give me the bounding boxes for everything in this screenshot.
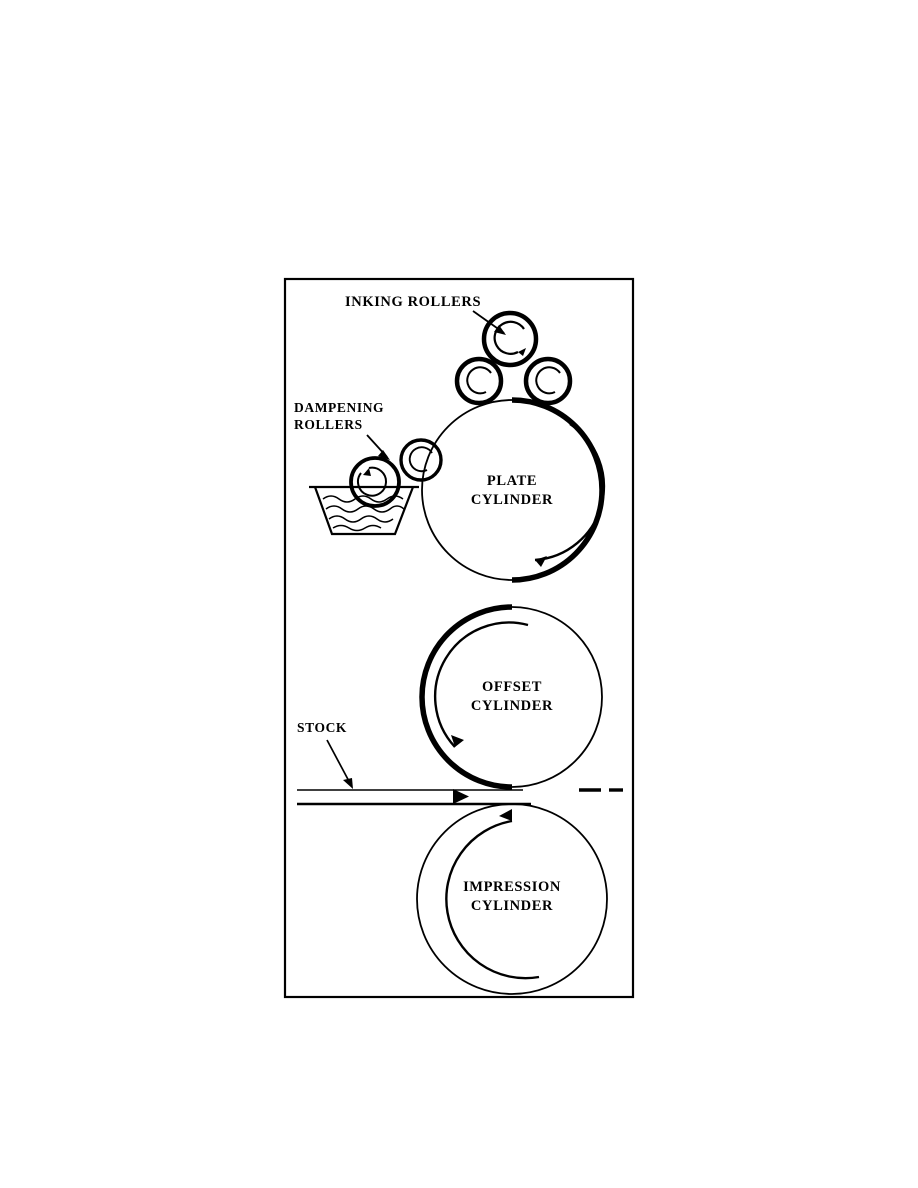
stock-direction-arrowhead (453, 789, 469, 804)
diagram-svg (283, 277, 635, 999)
plate-cylinder-arrowhead (535, 556, 547, 567)
inking-roller-left-outer (457, 359, 501, 403)
water-wave-4 (333, 526, 381, 531)
offset-press-diagram (283, 277, 635, 999)
stock-sheet-group (297, 789, 623, 804)
offset-cylinder-label-line1: OFFSET (482, 679, 542, 695)
inking-rollers-group (457, 313, 570, 403)
dampening-rollers-label-line1: DAMPENING (294, 400, 385, 415)
dampening-roller-upper-arrow (410, 447, 432, 471)
stock-leader (327, 740, 351, 785)
plate-cylinder-label-line2: CYLINDER (470, 492, 554, 508)
plate-cylinder-group (422, 400, 604, 580)
inking-roller-left-arrow (467, 367, 491, 393)
stock-leader-arrowhead (343, 778, 353, 789)
dampening-roller-lower-arrow (358, 468, 386, 496)
offset-cylinder-label-line2: CYLINDER (470, 698, 554, 714)
inking-roller-right-arrow (536, 367, 560, 393)
plate-cylinder-label-line1: PLATE (486, 473, 538, 489)
impression-cylinder-label-line2: CYLINDER (470, 898, 554, 914)
inking-roller-top-arrowhead (518, 348, 526, 356)
water-wave-2 (326, 506, 404, 512)
dampening-roller-upper-outer (401, 440, 441, 480)
water-wave-3 (329, 516, 393, 522)
stock-label: STOCK (297, 720, 348, 735)
inking-rollers-label: INKING ROLLERS (345, 294, 482, 310)
dampening-rollers-label-line2: ROLLERS (294, 417, 363, 432)
inking-roller-right-outer (526, 359, 570, 403)
plate-cylinder-thick-arc (512, 400, 602, 580)
dampening-roller-lower-arrowhead (363, 468, 371, 476)
offset-cylinder-group (422, 607, 602, 787)
impression-cylinder-arrowhead (499, 809, 512, 821)
impression-cylinder-label-line1: IMPRESSION (463, 879, 561, 895)
